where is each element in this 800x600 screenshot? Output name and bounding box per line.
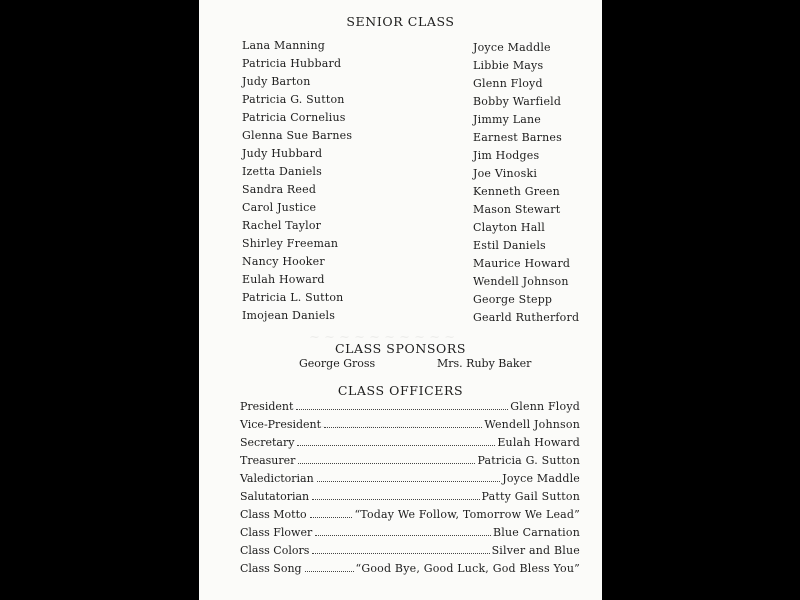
officer-value: Joyce Maddle xyxy=(502,472,580,485)
officer-row xyxy=(240,506,580,524)
list-item: Bobby Warfield xyxy=(473,95,562,108)
class-sponsors-title: CLASS SPONSORS xyxy=(334,341,467,356)
officer-value: Patty Gail Sutton xyxy=(481,490,580,503)
officer-row xyxy=(240,434,580,452)
dot-leader xyxy=(296,409,508,410)
officer-value: Glenn Floyd xyxy=(510,400,580,413)
list-item: Nancy Hooker xyxy=(242,255,325,268)
list-item: Clayton Hall xyxy=(473,221,545,234)
officer-value: Eulah Howard xyxy=(497,436,580,449)
officer-value: Wendell Johnson xyxy=(484,418,580,431)
list-item: Glenn Floyd xyxy=(473,77,543,90)
senior-names-right xyxy=(473,39,579,327)
list-item: Earnest Barnes xyxy=(473,131,562,144)
dot-leader xyxy=(312,553,489,554)
officer-label: President xyxy=(240,400,294,413)
dot-leader xyxy=(310,517,353,518)
officer-row xyxy=(240,452,580,470)
list-item: Joyce Maddle xyxy=(473,41,551,54)
list-item: Kenneth Green xyxy=(473,185,560,198)
list-item: Patricia G. Sutton xyxy=(242,93,345,106)
dot-leader xyxy=(305,571,354,572)
dot-leader xyxy=(297,445,495,446)
list-item: Estil Daniels xyxy=(473,239,546,252)
officer-value: Blue Carnation xyxy=(492,526,580,539)
list-item: Libbie Mays xyxy=(473,59,544,72)
officer-label: Vice-President xyxy=(240,418,322,431)
officer-row xyxy=(240,488,580,506)
officer-label: Class Flower xyxy=(240,526,313,539)
officer-row xyxy=(240,398,580,416)
officer-label: Salutatorian xyxy=(240,490,310,503)
bleed-through-text: ~ ~ ~ ~ ~ ~ ~ xyxy=(319,420,421,435)
list-item: Joe Vinoski xyxy=(473,167,538,180)
officer-value: “Today We Follow, Tomorrow We Lead” xyxy=(354,508,580,521)
officer-label: Class Colors xyxy=(240,544,310,557)
list-item: Imojean Daniels xyxy=(242,309,336,322)
list-item: Jimmy Lane xyxy=(473,113,541,126)
list-item: Eulah Howard xyxy=(242,273,325,286)
officer-value: “Good Bye, Good Luck, God Bless You” xyxy=(355,562,580,575)
senior-names-left xyxy=(242,37,352,325)
officer-row xyxy=(240,470,580,488)
list-item: Jim Hodges xyxy=(473,149,540,162)
officer-value: Silver and Blue xyxy=(491,544,580,557)
list-item: Lana Manning xyxy=(242,39,326,52)
class-officers-title: CLASS OFFICERS xyxy=(337,383,464,398)
list-item: Rachel Taylor xyxy=(242,219,322,232)
program-page xyxy=(199,0,602,600)
list-item: Sandra Reed xyxy=(242,183,317,196)
list-item: Gearld Rutherford xyxy=(473,311,580,324)
officer-value: Patricia G. Sutton xyxy=(477,454,580,467)
list-item: Izetta Daniels xyxy=(242,165,322,178)
class-officers-list xyxy=(240,398,580,578)
officer-label: Treasurer xyxy=(240,454,296,467)
sponsor-name: George Gross xyxy=(299,357,376,370)
officer-row xyxy=(240,560,580,578)
list-item: Wendell Johnson xyxy=(473,275,569,288)
officer-label: Class Song xyxy=(240,562,302,575)
list-item: Patricia L. Sutton xyxy=(242,291,344,304)
list-item: Judy Barton xyxy=(242,75,311,88)
list-item: Carol Justice xyxy=(242,201,317,214)
dot-leader xyxy=(298,463,475,464)
list-item: Patricia Cornelius xyxy=(242,111,346,124)
dot-leader xyxy=(317,481,501,482)
senior-class-title: SENIOR CLASS xyxy=(346,14,455,29)
list-item: George Stepp xyxy=(473,293,553,306)
dot-leader xyxy=(312,499,479,500)
dot-leader xyxy=(324,427,482,428)
list-item: Maurice Howard xyxy=(473,257,571,270)
dot-leader xyxy=(315,535,491,536)
bleed-through-text: ~ ~ ~ ~ ~ ~ ~ ~ ~ ~ xyxy=(309,330,456,345)
sponsor-name: Mrs. Ruby Baker xyxy=(437,357,532,370)
officer-row xyxy=(240,542,580,560)
officer-row xyxy=(240,416,580,434)
list-item: Mason Stewart xyxy=(473,203,561,216)
list-item: Judy Hubbard xyxy=(242,147,323,160)
officer-label: Class Motto xyxy=(240,508,307,521)
officer-label: Secretary xyxy=(240,436,295,449)
officer-row xyxy=(240,524,580,542)
list-item: Shirley Freeman xyxy=(242,237,339,250)
list-item: Glenna Sue Barnes xyxy=(242,129,353,142)
officer-label: Valedictorian xyxy=(240,472,314,485)
list-item: Patricia Hubbard xyxy=(242,57,342,70)
